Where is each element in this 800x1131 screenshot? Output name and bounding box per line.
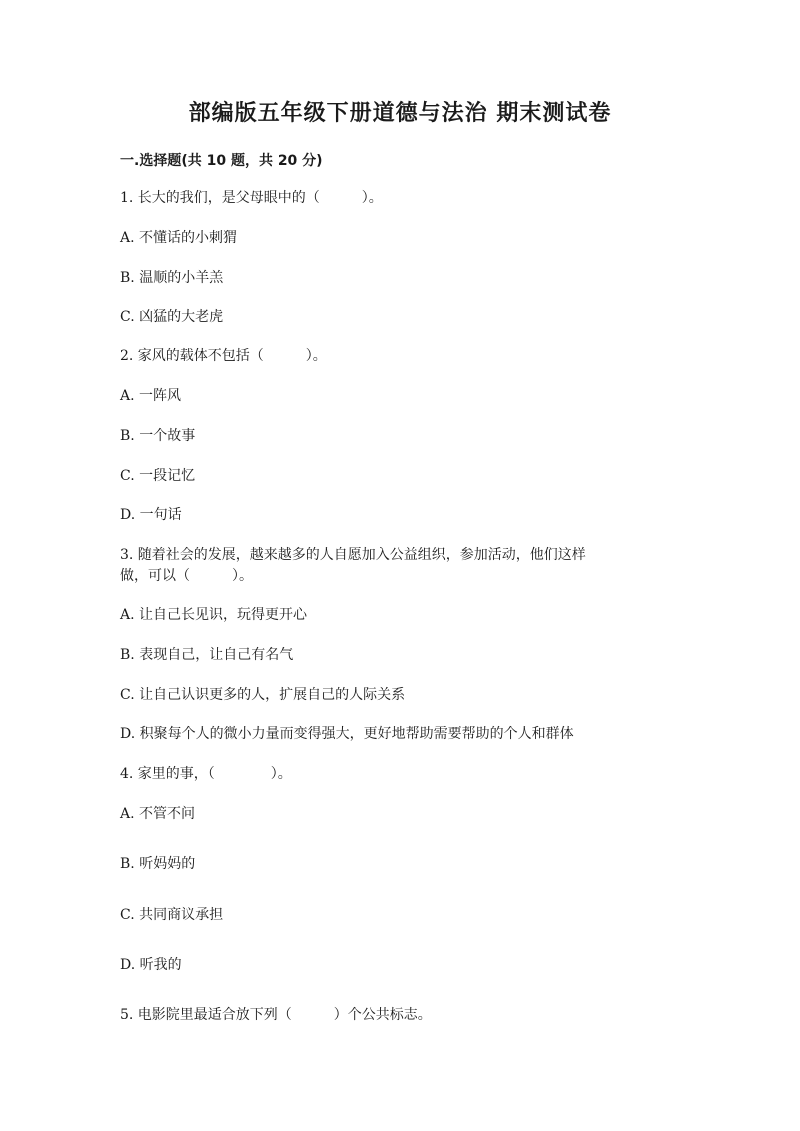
question-4-stem: 4. 家里的事，（ ）。 xyxy=(120,766,292,782)
page-title: 部编版五年级下册道德与法治 期末测试卷 xyxy=(188,101,612,126)
question-2-option-a: A. 一阵风 xyxy=(120,388,182,404)
question-1-option-a: A. 不懂话的小刺猬 xyxy=(120,230,238,246)
question-3-stem-line-1: 3. 随着社会的发展，越来越多的人自愿加入公益组织，参加活动，他们这样 xyxy=(120,547,586,563)
question-1-option-c: C. 凶猛的大老虎 xyxy=(120,309,224,325)
question-3-option-a: A. 让自己长见识，玩得更开心 xyxy=(120,607,308,623)
question-2-option-d: D. 一句话 xyxy=(120,507,182,523)
question-4-option-c: C. 共同商议承担 xyxy=(120,907,224,923)
question-3-stem-line-2: 做，可以（ ）。 xyxy=(120,568,253,584)
question-2-option-b: B. 一个故事 xyxy=(120,428,196,444)
section-heading: 一.选择题(共 10 题，共 20 分) xyxy=(120,153,323,169)
question-1-stem: 1. 长大的我们，是父母眼中的（ ）。 xyxy=(120,190,383,206)
question-4-option-a: A. 不管不问 xyxy=(120,806,196,822)
question-4-option-b: B. 听妈妈的 xyxy=(120,856,196,872)
question-2-stem: 2. 家风的载体不包括（ ）。 xyxy=(120,348,327,364)
question-3-option-c: C. 让自己认识更多的人，扩展自己的人际关系 xyxy=(120,687,406,703)
question-5-stem: 5. 电影院里最适合放下列（ ）个公共标志。 xyxy=(120,1007,432,1023)
question-4-option-d: D. 听我的 xyxy=(120,957,182,973)
question-1-option-b: B. 温顺的小羊羔 xyxy=(120,270,224,286)
question-3-option-d: D. 积聚每个人的微小力量而变得强大，更好地帮助需要帮助的个人和群体 xyxy=(120,726,574,742)
question-3-option-b: B. 表现自己，让自己有名气 xyxy=(120,647,294,663)
question-2-option-c: C. 一段记忆 xyxy=(120,468,196,484)
